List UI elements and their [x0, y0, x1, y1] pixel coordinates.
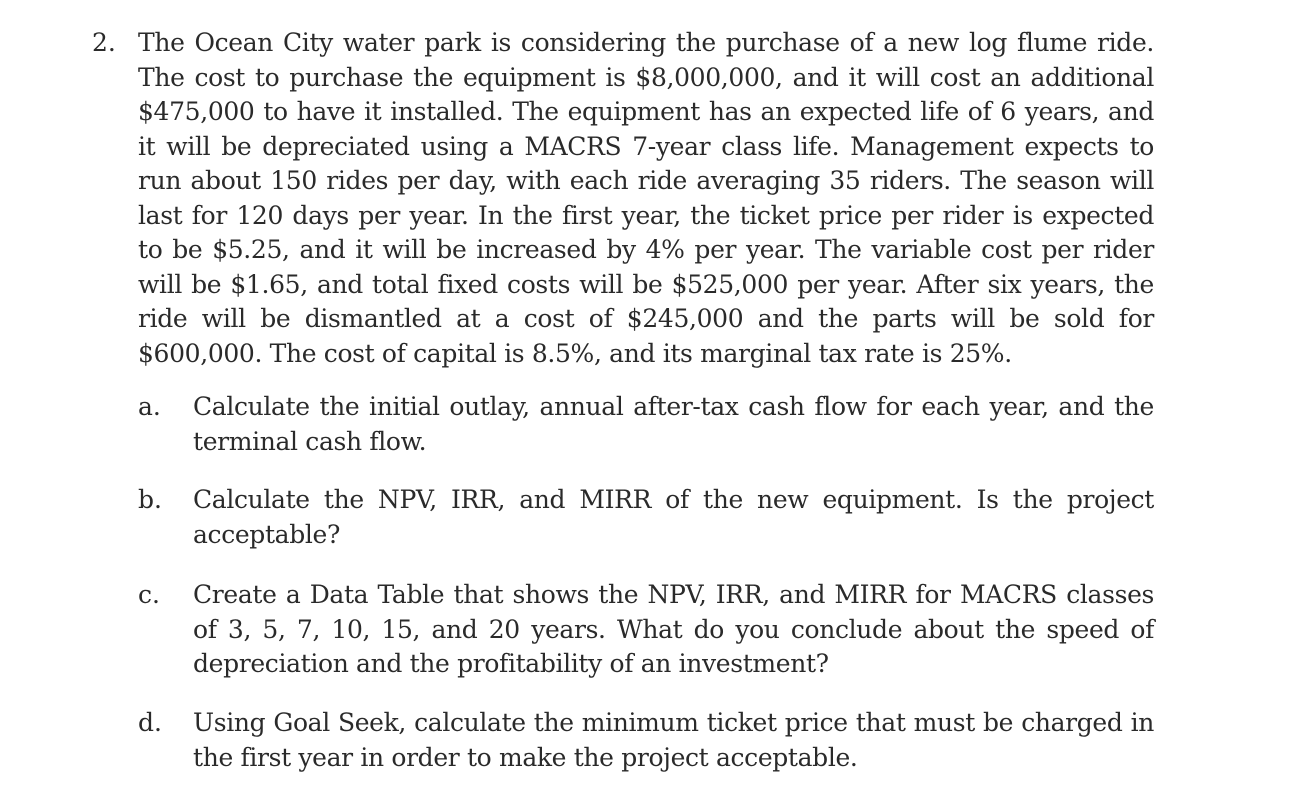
part-label: b.	[138, 485, 162, 514]
problem-statement: The Ocean City water park is considering the purchase of a new log flume ride. The cost to purchase the equipment is $8,000,000, and it will cost an additional $475,000 to have it installed. The equipment has an expected life of 6 years, and it will be depreciated using a MACRS 7-year class life. Management expects to run about 150 rides per day, with each ride averaging 35 riders. The season will last for 120 days per year. In the first year, the ticket price per rider is expected to be $5.25, and it will be increased by 4% per year. The variable cost per rider will be $1.65, and total fixed costs will be $525,000 per year. After six years, the ride will be dismantled at a cost of $245,000 and the parts will be sold for $600,000. The cost of capital is 8.5%, and its marginal tax rate is 25%.	[138, 28, 1154, 368]
part-label: a.	[138, 392, 161, 421]
part-label: d.	[138, 708, 162, 737]
part-text: Using Goal Seek, calculate the minimum ticket price that must be charged in the first year in order to make the project acceptable.	[193, 708, 1154, 772]
problem-number: 2.	[92, 28, 116, 57]
part-text: Calculate the initial outlay, annual after-tax cash flow for each year, and the terminal cash flow.	[193, 392, 1154, 456]
part-label: c.	[138, 580, 160, 609]
part-text: Calculate the NPV, IRR, and MIRR of the new equipment. Is the project acceptable?	[193, 485, 1154, 549]
part-text: Create a Data Table that shows the NPV, IRR, and MIRR for MACRS classes of 3, 5, 7, 10, 15, and 20 years. What do you conclude about the speed of depreciation and the profitability of an investment?	[193, 580, 1154, 678]
